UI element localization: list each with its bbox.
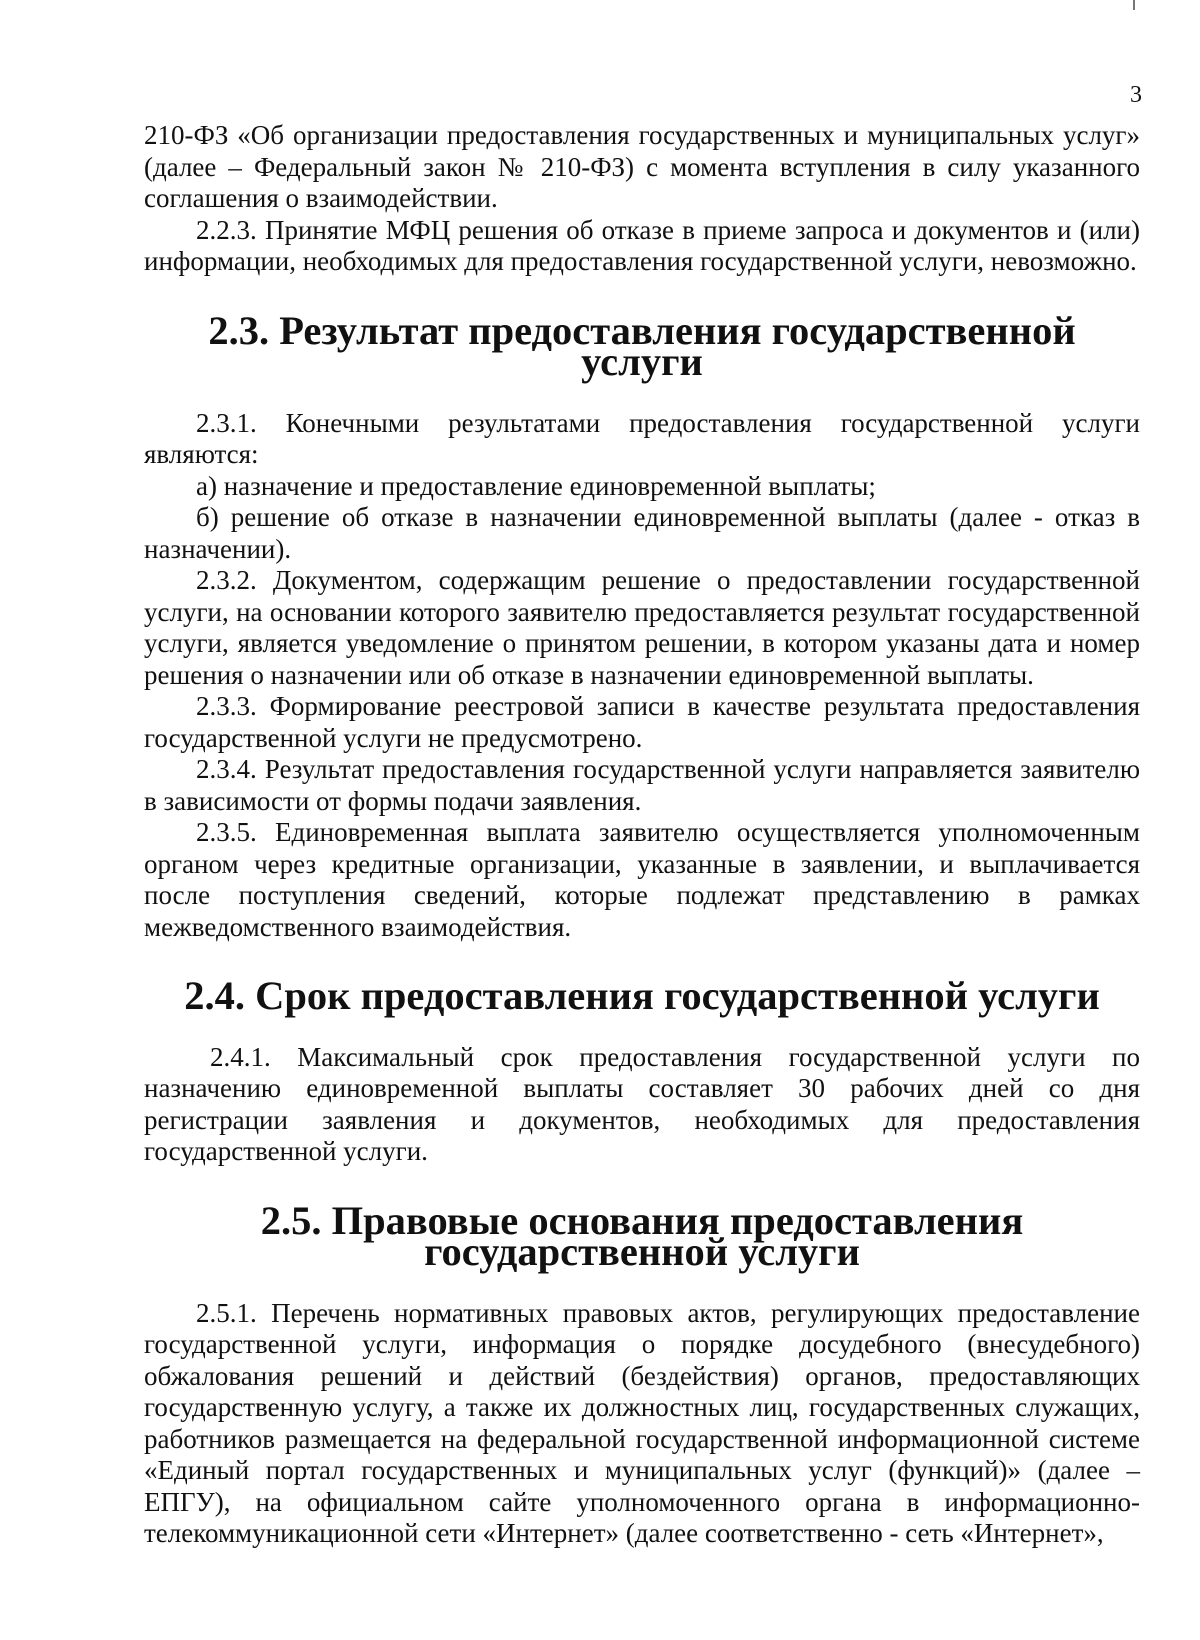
page-number: 3 — [1130, 82, 1142, 108]
paragraph-2-2-3: 2.2.3. Принятие МФЦ решения об отказе в приеме запроса и документов и (или) информации, необходимых для предоставления государственной услуги, невозможно. — [144, 214, 1140, 276]
paragraph-2-4-1: 2.4.1. Максимальный срок предоставления государственной услуги по назначению единовременной выплаты составляет 30 рабочих дней со дня регистрации заявления и документов, необходимых для предоставления государственной услуги. — [144, 1041, 1140, 1166]
paragraph-2-3-1-b: б) решение об отказе в назначении единовременной выплаты (далее - отказ в назначении). — [144, 502, 1140, 564]
paragraph-2-3-1-a: а) назначение и предоставление единовременной выплаты; — [196, 470, 876, 501]
paragraph-2-3-3: 2.3.3. Формирование реестровой записи в качестве результата предоставления государственной услуги не предусмотрено. — [144, 691, 1140, 753]
scan-artifact-mark — [1133, 0, 1135, 10]
paragraph-2-5-1: 2.5.1. Перечень нормативных правовых актов, регулирующих предоставление государственной услуги, информация о порядке досудебного (внесудебного) обжалования решений и действий (бездействия) органов, предоставляющих государственную услугу, а также их должностных лиц, государственных служащих, работников размещается на федеральной государственной информационной системе «Единый портал государственных и муниципальных услуг (функций)» (далее – ЕПГУ), на официальном сайте уполномоченного органа в информационно-телекоммуникационной сети «Интернет» (далее соответственно - сеть «Интернет», — [144, 1297, 1140, 1548]
paragraph-2-3-4: 2.3.4. Результат предоставления государственной услуги направляется заявителю в зависимости от формы подачи заявления. — [144, 754, 1140, 816]
document-body — [144, 120, 1140, 1550]
heading-2-4: 2.4. Срок предоставления государственной услуги — [184, 973, 1100, 1018]
paragraph-2-3-2: 2.3.2. Документом, содержащим решение о предоставлении государственной услуги, на основании которого заявителю предоставляется результат государственной услуги, является уведомление о принятом решении, в котором указаны дата и номер решения о назначении или об отказе в назначении единовременной выплаты. — [144, 565, 1140, 690]
heading-2-3: 2.3. Результат предоставления государственной услуги — [208, 307, 1076, 384]
paragraph-2-3-1: 2.3.1. Конечными результатами предоставления государственной услуги являются: — [144, 407, 1140, 469]
paragraph-2-3-5: 2.3.5. Единовременная выплата заявителю осуществляется уполномоченным органом через кредитные организации, указанные в заявлении, и выплачивается после поступления сведений, которые подлежат представлению в рамках межведомственного взаимодействия. — [144, 817, 1140, 942]
heading-2-5: 2.5. Правовые основания предоставления государственной услуги — [260, 1197, 1024, 1274]
paragraph-210fz-agreement: 210-ФЗ «Об организации предоставления государственных и муниципальных услуг» (далее – Федеральный закон № 210-ФЗ) с момента вступления в силу указанного соглашения о взаимодействии. — [144, 120, 1140, 213]
